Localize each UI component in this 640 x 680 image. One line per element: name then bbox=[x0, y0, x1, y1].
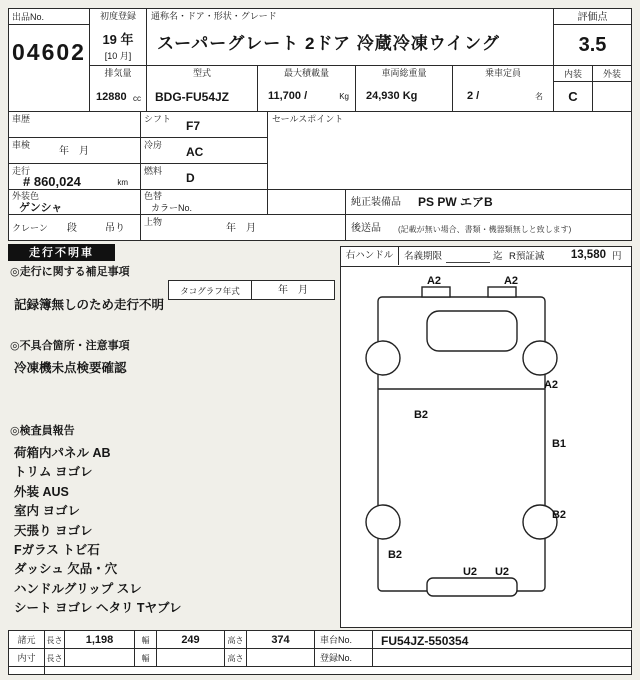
width-value: 249 bbox=[181, 634, 200, 646]
damage-label: B1 bbox=[551, 438, 567, 450]
handle-position-label: 右ハンドル bbox=[341, 247, 399, 265]
damage-label: U2 bbox=[462, 566, 478, 578]
later-items-label: 後送品 bbox=[351, 223, 381, 234]
deposit-label: R預証減 bbox=[509, 251, 545, 262]
inner-length-label: 長さ bbox=[46, 654, 63, 663]
lot-no-cell bbox=[8, 24, 90, 112]
gross-weight-value: 24,930 Kg bbox=[366, 90, 418, 102]
inner-dim-label: 内寸 bbox=[17, 653, 36, 663]
max-load-label: 最大積載量 bbox=[283, 68, 329, 78]
damage-label: B2 bbox=[413, 409, 429, 421]
uemono-value: 年 月 bbox=[226, 223, 256, 234]
chassis-value: FU54JZ-550354 bbox=[381, 634, 469, 648]
sales-point-cell bbox=[267, 111, 632, 190]
chassis-value-cell bbox=[372, 630, 632, 649]
height-label: 高さ bbox=[227, 636, 244, 645]
shift-value: F7 bbox=[186, 119, 201, 133]
history-cell bbox=[8, 111, 141, 138]
lot-number: 04602 bbox=[12, 39, 86, 65]
crane-dan-label: 段 bbox=[67, 223, 77, 234]
made-label: 迄 bbox=[493, 251, 503, 262]
model-cell bbox=[146, 65, 258, 112]
mileage-note-body: 記録簿無しのため走行不明 bbox=[14, 298, 165, 312]
deposit-value: 13,580 bbox=[570, 249, 606, 261]
aircon-label: 冷房 bbox=[144, 140, 163, 150]
chassis-label-cell bbox=[314, 630, 373, 649]
later-items-note: (記載が無い場合、書類・機器類無しと致します) bbox=[398, 225, 572, 234]
capacity-value: 2 / bbox=[467, 90, 480, 102]
mileage-unit: km bbox=[117, 178, 128, 187]
damage-label: A2 bbox=[503, 275, 519, 287]
damage-label: A2 bbox=[543, 379, 559, 391]
gross-weight-label: 車両総重量 bbox=[381, 68, 427, 78]
score-label: 評価点 bbox=[577, 12, 608, 23]
first-reg-month: [10 月] bbox=[104, 51, 132, 61]
oem-equipment-value: PS PW エアB bbox=[418, 195, 493, 209]
deposit-unit: 円 bbox=[612, 251, 622, 262]
vehicle-name-cell bbox=[146, 8, 554, 66]
height-value-cell bbox=[246, 630, 315, 649]
first-reg-label: 初度登録 bbox=[99, 11, 136, 21]
inner-height-value-cell bbox=[246, 648, 315, 667]
damage-label: B2 bbox=[551, 509, 567, 521]
displacement-value: 12880 bbox=[96, 91, 127, 103]
inner-dim-label-cell bbox=[8, 648, 45, 667]
shift-label: シフト bbox=[144, 114, 172, 124]
inspector-title: ◎検査員報告 bbox=[10, 425, 75, 437]
capacity-cell bbox=[452, 65, 554, 112]
lot-no-label: 出品No. bbox=[12, 12, 45, 22]
mileage-label: 走行 bbox=[12, 166, 31, 176]
tacho-value: 年 月 bbox=[278, 285, 308, 296]
uemono-cell bbox=[140, 214, 346, 241]
height-value: 374 bbox=[271, 634, 290, 646]
footer-bottom-strip-left bbox=[8, 666, 45, 675]
inner-height-label: 高さ bbox=[227, 654, 244, 663]
diagram-panel bbox=[340, 246, 632, 628]
inspector-item: トリム ヨゴレ bbox=[14, 465, 93, 480]
vehicle-diagram bbox=[341, 266, 631, 627]
exterior-label: 外装 bbox=[602, 69, 621, 79]
length-value: 1,198 bbox=[85, 634, 114, 646]
displacement-cell bbox=[89, 65, 147, 112]
inspector-item: 室内 ヨゴレ bbox=[14, 504, 80, 519]
color-no-label: カラーNo. bbox=[151, 203, 193, 213]
defect-title: ◎不具合箇所・注意事項 bbox=[10, 340, 130, 352]
chassis-label: 車台No. bbox=[320, 635, 353, 645]
spec-label: 諸元 bbox=[17, 635, 36, 645]
unknown-mileage-text: 走行不明車 bbox=[29, 247, 94, 259]
damage-label: B2 bbox=[387, 549, 403, 561]
name-limit-blank-line bbox=[446, 261, 490, 263]
width-value-cell bbox=[156, 630, 225, 649]
model-label: 型式 bbox=[192, 68, 211, 78]
inner-width-label-cell bbox=[134, 648, 157, 667]
inspector-item: 外装 AUS bbox=[14, 484, 69, 499]
model-code: BDG-FU54JZ bbox=[155, 90, 230, 104]
aircon-value: AC bbox=[186, 145, 204, 159]
vehicle-name: スーパーグレート 2ドア 冷蔵冷凍ウイング bbox=[157, 34, 500, 53]
tacho-label-cell bbox=[168, 280, 252, 300]
spec-label-cell bbox=[8, 630, 45, 649]
score-cell bbox=[553, 24, 632, 66]
inspector-item: 荷箱内パネル AB bbox=[14, 446, 111, 460]
displacement-label: 排気量 bbox=[104, 68, 132, 78]
inspector-item: シート ヨゴレ ヘタリ Tヤブレ bbox=[14, 601, 182, 616]
vehicle-name-label: 通称名・ドア・形状・グレード bbox=[151, 11, 277, 21]
oem-equipment-label: 純正装備品 bbox=[351, 197, 401, 208]
first-registration-cell bbox=[89, 8, 147, 66]
inner-length-label-cell bbox=[44, 648, 65, 667]
inspection-label: 車検 bbox=[12, 140, 31, 150]
filler-cell bbox=[267, 189, 346, 215]
exterior-grade-cell bbox=[592, 81, 632, 112]
inspector-report-list bbox=[14, 444, 334, 619]
footer-bottom-strip-right bbox=[44, 666, 632, 675]
inner-length-value-cell bbox=[64, 648, 135, 667]
exterior-color-cell bbox=[8, 189, 141, 215]
defect-body: 冷凍機未点検要確認 bbox=[14, 361, 127, 375]
crane-tsuri-label: 吊り bbox=[105, 223, 125, 234]
fuel-value: D bbox=[186, 171, 195, 185]
width-label: 幅 bbox=[141, 636, 150, 645]
inspector-item: 天張り ヨゴレ bbox=[14, 523, 93, 538]
sales-point-label: セールスポイント bbox=[272, 114, 344, 124]
right-mirror bbox=[488, 287, 516, 297]
rear-left-wheel bbox=[366, 505, 400, 539]
mileage-value: # 860,024 bbox=[23, 174, 81, 189]
history-label: 車歴 bbox=[12, 114, 31, 124]
max-load-value: 11,700 / bbox=[268, 90, 308, 102]
registration-value-cell bbox=[372, 648, 632, 667]
capacity-unit: 名 bbox=[535, 92, 543, 101]
lot-no-header-cell bbox=[8, 8, 90, 25]
max-load-cell bbox=[257, 65, 356, 112]
shift-cell bbox=[140, 111, 268, 138]
front-right-wheel bbox=[523, 341, 557, 375]
inspector-item: ハンドルグリップ スレ bbox=[14, 581, 142, 596]
capacity-label: 乗車定員 bbox=[484, 68, 521, 78]
fuel-label: 燃料 bbox=[144, 166, 163, 176]
first-reg-year: 19 年 bbox=[102, 32, 134, 47]
mileage-cell bbox=[8, 163, 141, 190]
inspector-item: ダッシュ 欠品・穴 bbox=[14, 562, 118, 577]
inner-width-label: 幅 bbox=[141, 654, 150, 663]
exterior-header-cell bbox=[592, 65, 632, 82]
inner-height-label-cell bbox=[224, 648, 247, 667]
height-label-cell bbox=[224, 630, 247, 649]
registration-label: 登録No. bbox=[320, 653, 353, 663]
aircon-cell bbox=[140, 137, 268, 164]
interior-grade: C bbox=[568, 89, 578, 104]
damage-label: A2 bbox=[426, 275, 442, 287]
front-left-wheel bbox=[366, 341, 400, 375]
gross-weight-cell bbox=[355, 65, 453, 112]
name-limit-label: 名義期限 bbox=[404, 251, 443, 262]
registration-label-cell bbox=[314, 648, 373, 667]
inspector-item: Fガラス トビ石 bbox=[14, 543, 100, 558]
length-label-cell bbox=[44, 630, 65, 649]
exterior-color-label: 外装色 bbox=[12, 191, 40, 201]
truck-body-outline bbox=[378, 297, 545, 591]
crane-label: クレーン bbox=[12, 223, 48, 233]
damage-label: U2 bbox=[494, 566, 510, 578]
max-load-unit: Kg bbox=[339, 92, 349, 101]
interior-label: 内装 bbox=[563, 69, 582, 79]
later-items-cell bbox=[345, 214, 632, 241]
tacho-label: タコグラフ年式 bbox=[180, 286, 240, 296]
exterior-color-value: ゲンシャ bbox=[19, 202, 63, 214]
score-header-cell bbox=[553, 8, 632, 25]
tacho-value-cell bbox=[251, 280, 335, 300]
left-mirror bbox=[422, 287, 450, 297]
displacement-unit: cc bbox=[133, 94, 141, 103]
color-change-label: 色替 bbox=[144, 191, 163, 201]
fuel-cell bbox=[140, 163, 268, 190]
uemono-label: 上物 bbox=[144, 217, 163, 227]
mileage-note-title: ◎走行に関する補足事項 bbox=[10, 266, 130, 278]
length-label: 長さ bbox=[46, 636, 63, 645]
unknown-mileage-badge bbox=[8, 244, 115, 261]
interior-header-cell bbox=[553, 65, 593, 82]
interior-grade-cell bbox=[553, 81, 593, 112]
crane-cell bbox=[8, 214, 141, 241]
inspection-value: 年 月 bbox=[59, 146, 89, 157]
score-value: 3.5 bbox=[578, 34, 607, 56]
rear-bumper bbox=[427, 578, 517, 596]
inner-width-value-cell bbox=[156, 648, 225, 667]
length-value-cell bbox=[64, 630, 135, 649]
color-change-cell bbox=[140, 189, 268, 215]
handle-row bbox=[341, 247, 631, 267]
oem-equipment-cell bbox=[345, 189, 632, 215]
width-label-cell bbox=[134, 630, 157, 649]
inspection-cell bbox=[8, 137, 141, 164]
